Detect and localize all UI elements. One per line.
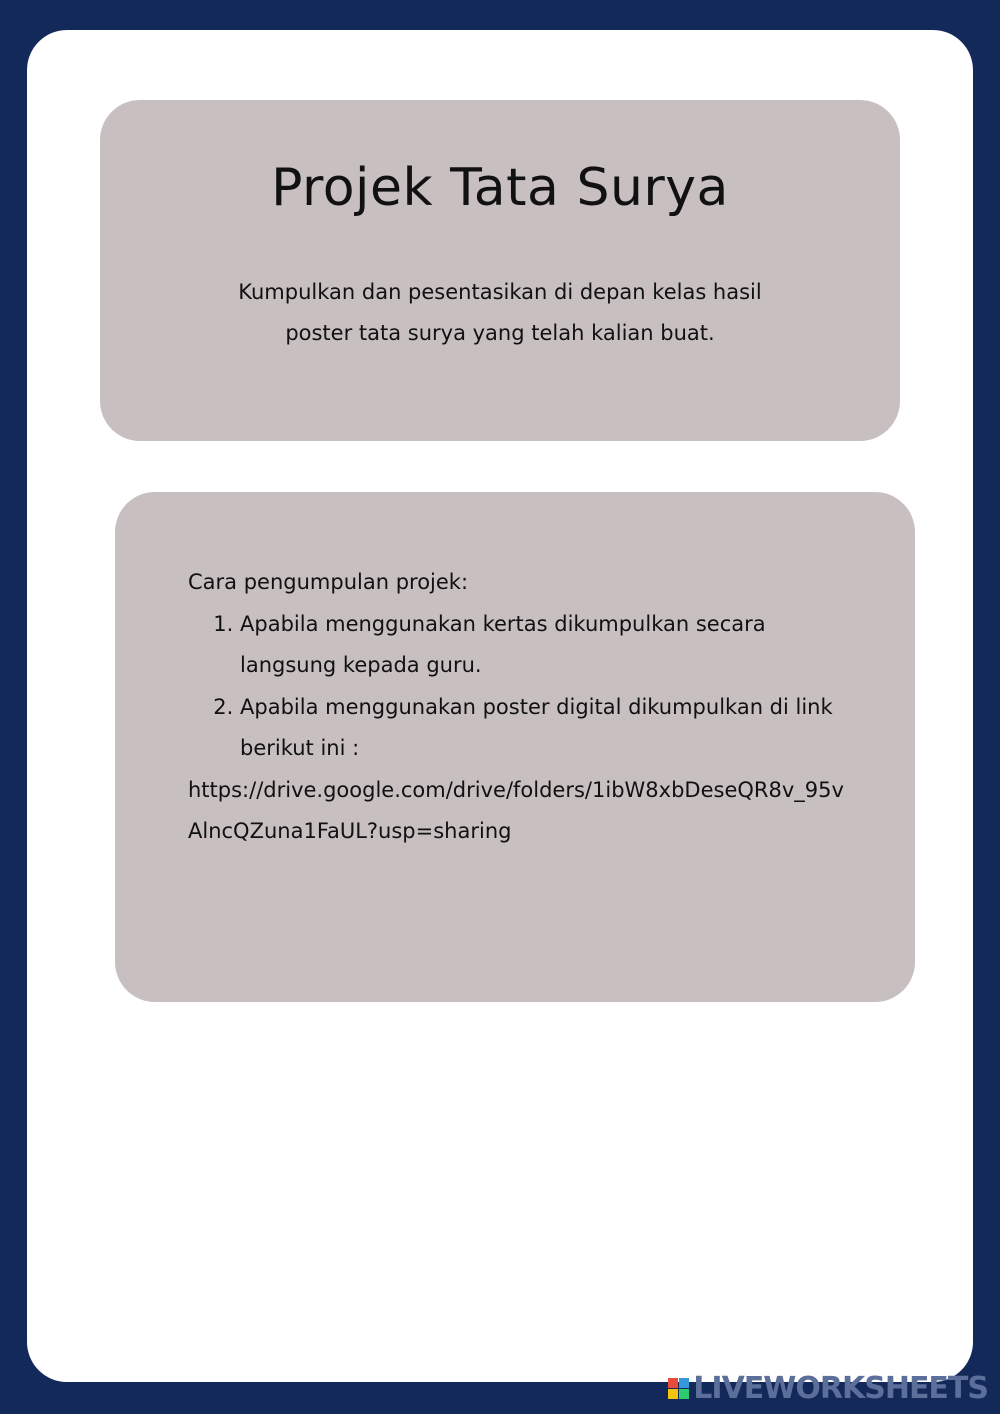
liveworksheets-icon (668, 1378, 689, 1399)
logo-tile (668, 1378, 678, 1388)
brand-name: LIVEWORKSHEETS (693, 1371, 988, 1406)
steps-list (188, 604, 848, 770)
step-item: 1. Apabila menggunakan kertas dikumpulkan secara langsung kepada guru. (240, 604, 848, 687)
steps-heading: Cara pengumpulan projek: (188, 570, 469, 594)
logo-tile (679, 1389, 689, 1399)
intro-line-1: Kumpulkan dan pesentasikan di depan kelas hasil (238, 280, 762, 304)
intro-line-2: poster tata surya yang telah kalian buat. (285, 321, 715, 345)
step-item: 2. Apabila menggunakan poster digital dikumpulkan di link berikut ini : (240, 687, 848, 770)
logo-tile (668, 1389, 678, 1399)
worksheet-title: Projek Tata Surya (271, 158, 729, 218)
liveworksheets-logo (668, 1371, 988, 1406)
intro-text (150, 272, 850, 354)
instructions (188, 562, 848, 853)
logo-tile (679, 1378, 689, 1388)
drive-link[interactable]: https://drive.google.com/drive/folders/1ibW8xbDeseQR8v_95vAlncQZuna1FaUL?usp=sharing (188, 777, 844, 843)
intro-card (100, 100, 900, 441)
